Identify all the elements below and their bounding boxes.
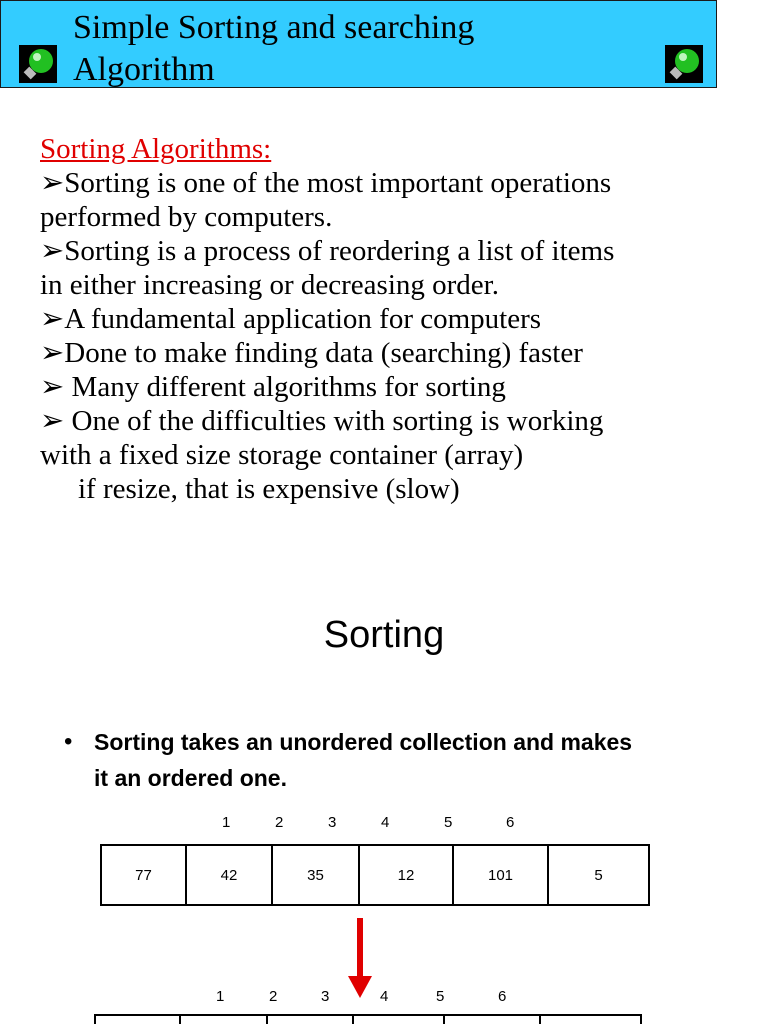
slide-title-line-1: Simple Sorting and searching xyxy=(73,9,475,46)
array-sorted xyxy=(94,1014,642,1024)
index-label: 2 xyxy=(275,814,284,831)
array-cell xyxy=(354,1016,445,1024)
bullet-line: Sorting takes an unordered collection and makes xyxy=(94,729,633,755)
slide-body xyxy=(40,132,740,506)
array-cell: 12 xyxy=(360,846,454,904)
lightbulb-icon xyxy=(665,45,703,83)
body-line: ➢Sorting is one of the most important operations xyxy=(40,167,612,199)
index-label: 1 xyxy=(222,814,231,831)
index-label: 4 xyxy=(380,988,389,1005)
array-cell: 35 xyxy=(273,846,360,904)
index-row xyxy=(0,988,768,1008)
slide-title-bar xyxy=(0,0,717,88)
section-heading: Sorting Algorithms: xyxy=(40,133,272,165)
index-label: 6 xyxy=(498,988,507,1005)
array-cell: 77 xyxy=(102,846,187,904)
index-label: 3 xyxy=(321,988,330,1005)
array-unsorted xyxy=(100,844,650,906)
body-line: performed by computers. xyxy=(40,201,333,233)
body-line: ➢ Many different algorithms for sorting xyxy=(40,371,506,403)
body-line: with a fixed size storage container (array) xyxy=(40,439,524,471)
array-cell xyxy=(96,1016,181,1024)
array-cell xyxy=(268,1016,354,1024)
body-line: if resize, that is expensive (slow) xyxy=(78,473,460,505)
bullet-text xyxy=(94,724,734,796)
slide2-title: Sorting xyxy=(323,614,445,656)
array-cell: 42 xyxy=(187,846,273,904)
body-line: ➢ One of the difficulties with sorting is working xyxy=(40,405,604,437)
array-cell xyxy=(181,1016,267,1024)
body-line: ➢Sorting is a process of reordering a list of items xyxy=(40,235,615,267)
array-cell: 101 xyxy=(454,846,549,904)
array-cell xyxy=(445,1016,540,1024)
body-line: ➢Done to make finding data (searching) faster xyxy=(40,337,583,369)
slide-title xyxy=(73,7,474,91)
down-arrow-icon xyxy=(348,918,372,998)
lightbulb-icon xyxy=(19,45,57,83)
index-label: 1 xyxy=(216,988,225,1005)
array-cell: 5 xyxy=(594,866,603,884)
body-line: in either increasing or decreasing order. xyxy=(40,269,499,301)
array-cell xyxy=(541,1016,640,1024)
index-label: 6 xyxy=(506,814,515,831)
index-label: 2 xyxy=(269,988,278,1005)
index-label: 5 xyxy=(444,814,453,831)
slide-title-line-2: Algorithm xyxy=(73,51,215,88)
index-label: 5 xyxy=(436,988,445,1005)
index-row xyxy=(0,814,768,834)
index-label: 4 xyxy=(381,814,390,831)
bullet-line: it an ordered one. xyxy=(94,765,287,791)
bullet-icon: • xyxy=(64,728,73,755)
index-label: 3 xyxy=(328,814,337,831)
body-line: ➢A fundamental application for computers xyxy=(40,303,542,335)
